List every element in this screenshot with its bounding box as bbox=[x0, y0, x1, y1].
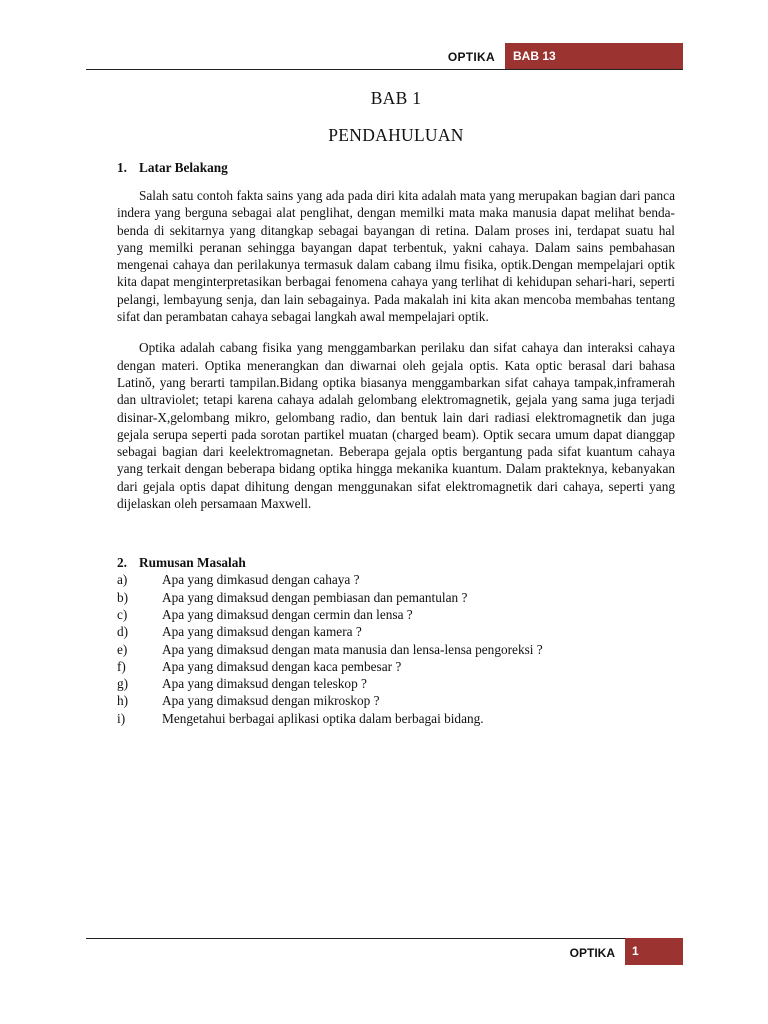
list-item-marker: a) bbox=[117, 572, 128, 588]
footer-rule bbox=[86, 938, 683, 939]
section-number: 1. bbox=[117, 160, 127, 175]
footer-title: OPTIKA bbox=[569, 946, 615, 960]
list-item bbox=[117, 606, 675, 623]
list-item-marker: c) bbox=[117, 606, 128, 622]
list-item-text: Apa yang dimaksud dengan mata manusia dan lensa-lensa pengoreksi ? bbox=[162, 641, 543, 657]
list-item bbox=[117, 675, 675, 692]
list-item-text: Apa yang dimaksud dengan teleskop ? bbox=[162, 676, 367, 692]
section-rumusan-masalah bbox=[117, 555, 675, 727]
list-item-marker: h) bbox=[117, 693, 129, 709]
list-item bbox=[117, 623, 675, 640]
header-rule bbox=[86, 69, 683, 70]
list-item bbox=[117, 692, 675, 709]
page-content bbox=[117, 84, 675, 727]
chapter-title: PENDAHULUAN bbox=[328, 125, 464, 145]
list-item-text: Apa yang dimaksud dengan kamera ? bbox=[162, 624, 362, 640]
section-heading-rumusan-masalah bbox=[117, 555, 675, 571]
paragraph: Salah satu contoh fakta sains yang ada pada diri kita adalah mata yang merupakan bagian dari panca indera yang berguna sebagai alat penglihat, dengan memilki mata maka manusia dapat melihat benda-benda di sekitarnya yang ditangkap sebagai bayangan di retina. Dalam proses ini, terdapat suatu hal yang memilki peranan sehingga bayangan dapat terbentuk, yakni cahaya. Dalam sains pembahasan mengenai cahaya dan perilakunya termasuk dalam cabang ilmu fisika, optik.Dengan mempelajari optik kita dapat menginterpretasikan berbagai fenomena cahaya yang terlihat di kehidupan sehari-hari, seperti pelangi, lembayung senja, dan lain sebagainya. Pada makalah ini kita akan mencoba membahas tentang sifat dan perambatan cahaya sebagai langkah awal mempelajari optik. bbox=[117, 188, 675, 325]
page-footer bbox=[86, 938, 683, 966]
page-number-badge: 1 bbox=[625, 938, 683, 965]
page-header bbox=[86, 43, 683, 71]
list-item bbox=[117, 589, 675, 606]
list-item-marker: g) bbox=[117, 676, 129, 692]
question-list bbox=[117, 571, 675, 727]
header-title: OPTIKA bbox=[447, 50, 495, 64]
list-item-text: Apa yang dimaksud dengan pembiasan dan pemantulan ? bbox=[162, 589, 468, 605]
chapter-label: BAB 1 bbox=[370, 88, 422, 108]
section-number: 2. bbox=[117, 555, 127, 571]
header-chapter-badge: BAB 13 bbox=[505, 43, 683, 70]
paragraph: Optika adalah cabang fisika yang menggambarkan perilaku dan sifat cahaya dan interaksi cahaya dengan materi. Optika menerangkan dan diwarnai oleh gejala optis. Kata optic berasal dari bahasa Latinǒ, yang berarti tampilan.Bidang optika biasanya menggambarkan sifat cahaya tampak,inframerah dan ultraviolet; tetapi karena cahaya adalah gelombang elektromagnetik, gejala yang sama juga terjadi disinar-X,gelombang mikro, gelombang radio, dan bentuk lain dari radiasi elektromagnetik dan juga gejala serupa seperti pada sorotan partikel muatan (charged beam). Optik secara umum dapat dianggap sebagai bagian dari keelektromagnetan. Beberapa gejala optis bergantung pada sifat kuantum cahaya yang terkait dengan beberapa bidang optika hingga mekanika kuantum. Dalam prakteknya, kebanyakan dari gejala optis dapat dihitung dengan menggunakan sifat elektromagnetik dari cahaya, seperti yang dijelaskan oleh persamaan Maxwell. bbox=[117, 340, 675, 512]
list-item bbox=[117, 710, 675, 727]
list-item-text: Mengetahui berbagai aplikasi optika dalam berbagai bidang. bbox=[162, 710, 484, 726]
list-item bbox=[117, 658, 675, 675]
list-item-marker: d) bbox=[117, 624, 129, 640]
section-title: Rumusan Masalah bbox=[139, 555, 246, 571]
list-item-marker: i) bbox=[117, 710, 126, 726]
list-item-text: Apa yang dimaksud dengan mikroskop ? bbox=[162, 693, 380, 709]
section-title: Latar Belakang bbox=[139, 160, 228, 175]
section-heading-latar-belakang bbox=[117, 160, 675, 176]
list-item bbox=[117, 571, 675, 588]
list-item-marker: e) bbox=[117, 641, 128, 657]
list-item-marker: b) bbox=[117, 589, 129, 605]
list-item-marker: f) bbox=[117, 658, 126, 674]
list-item bbox=[117, 641, 675, 658]
list-item-text: Apa yang dimaksud dengan kaca pembesar ? bbox=[162, 658, 402, 674]
list-item-text: Apa yang dimaksud dengan cermin dan lensa ? bbox=[162, 606, 413, 622]
list-item-text: Apa yang dimkasud dengan cahaya ? bbox=[162, 572, 360, 588]
